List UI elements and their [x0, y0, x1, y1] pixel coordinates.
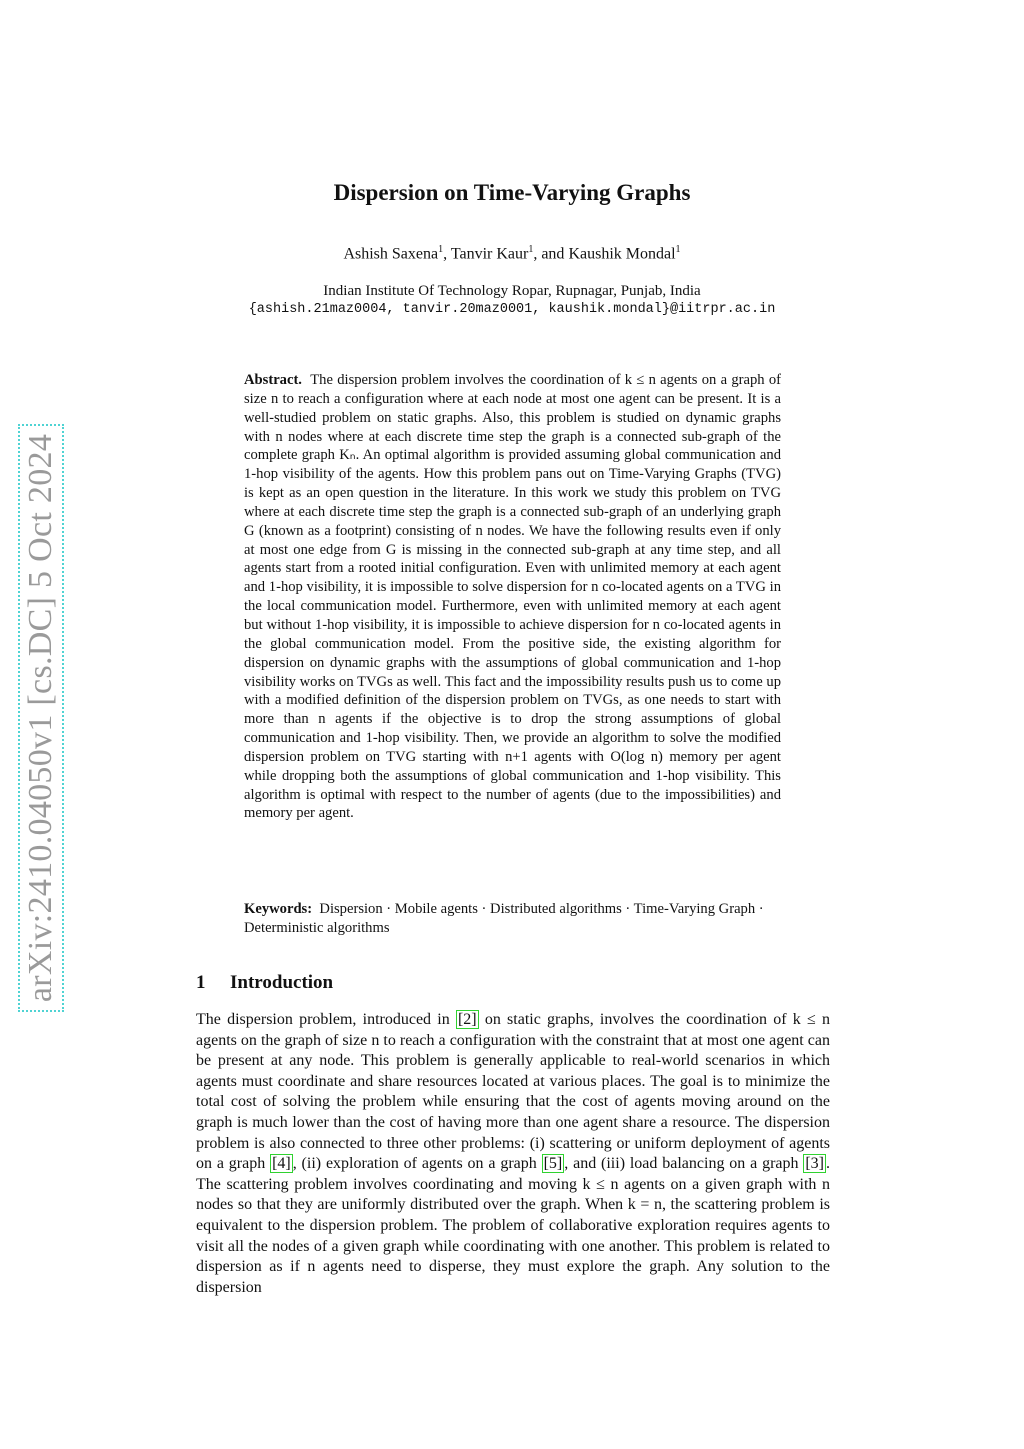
citation-link[interactable]: [5]: [543, 1155, 563, 1173]
citation-link[interactable]: [2]: [457, 1011, 477, 1028]
affiliation: Indian Institute Of Technology Ropar, Rupnagar, Punjab, India: [323, 283, 701, 299]
author-name: Kaushik Mondal: [568, 245, 676, 263]
intro-text: , and (iii) load balancing on a graph: [564, 1155, 804, 1173]
section-title: Introduction: [230, 972, 334, 993]
author-separator: , and: [533, 245, 569, 263]
keywords-label: Keywords:: [244, 901, 313, 917]
section-number: 1: [196, 972, 206, 993]
intro-text: , (ii) exploration of agents on a graph: [292, 1155, 542, 1173]
author-list: [0, 244, 1024, 263]
author-name: Tanvir Kaur: [450, 245, 529, 263]
paper-title: Dispersion on Time-Varying Graphs: [333, 180, 691, 205]
intro-text: . The scattering problem involves coordinating and moving k ≤ n agents on a given graph with n nodes so that they are uniformly distributed over the graph. When k = n, the scattering problem is equivalent to the dispersion problem. The problem of collaborative exploration requires agents to visit all the nodes of a given graph while coordinating with one another. This problem is related to dispersion as if n agents need to disperse, they must explore the graph. Any solution to the dispersion: [196, 1155, 830, 1296]
intro-paragraph: [196, 1010, 830, 1298]
citation-link[interactable]: [4]: [272, 1155, 291, 1173]
section-heading: [196, 972, 333, 994]
intro-text: The dispersion problem, introduced in: [196, 1011, 456, 1028]
author-separator: ,: [443, 245, 451, 263]
keywords-text: Dispersion · Mobile agents · Distributed algorithms · Time-Varying Graph · Deterministic algorithms: [244, 901, 764, 936]
author-affiliation-mark: 1: [528, 244, 534, 255]
author-name: Ashish Saxena: [343, 245, 439, 263]
author-affiliation-mark: 1: [438, 244, 444, 255]
keywords: [244, 900, 791, 937]
abstract-text: The dispersion problem involves the coordination of k ≤ n agents on a graph of size n to reach a configuration where at each node at most one agent can be present. It is a well-studied problem on static graphs. Also, this problem is studied on dynamic graphs with n nodes where at each discrete time step the graph is a connected sub-graph of the complete graph Kₙ. An optimal algorithm is provided assuming global communication and 1-hop visibility of the agents. How this problem pans out on Time-Varying Graphs (TVG) is kept as an open question in the literature. In this work we study this problem on TVG where at each discrete time step the graph is a connected sub-graph of an underlying graph G (known as a footprint) consisting of n nodes. We have the following results even if only at most one edge from G is missing in the connected sub-graph at any time step, and all agents start from a rooted initial configuration. Even with unlimited memory at each agent and 1-hop visibility, it is impossible to solve dispersion for n co-located agents on a TVG in the local communication model. Furthermore, even with unlimited memory at each agent but without 1-hop visibility, it is impossible to achieve dispersion for n co-located agents in the global communication model. From the positive side, the existing algorithm for dispersion on dynamic graphs with the assumptions of global communication and 1-hop visibility works on TVGs as well. This fact and the impossibility results push us to come up with a modified definition of the dispersion problem on TVGs, as one needs to start with more than n agents if the objective is to drop the strong assumptions of global communication and 1-hop visibility. Then, we provide an algorithm to solve the modified dispersion problem on TVG starting with n+1 agents with O(log n) memory per agent while dropping both the assumptions of global communication and 1-hop visibility. This algorithm is optimal with respect to the number of agents (due to the impossibilities) and memory per agent.: [244, 372, 781, 822]
abstract-label: Abstract.: [244, 372, 302, 388]
author-affiliation-mark: 1: [675, 244, 681, 255]
arxiv-identifier: arXiv:2410.04050v1 [cs.DC] 5 Oct 2024: [22, 433, 59, 1003]
citation-link[interactable]: [3]: [805, 1155, 824, 1173]
abstract: [244, 371, 781, 823]
author-emails[interactable]: {ashish.21maz0004, tanvir.20maz0001, kaushik.mondal}@iitrpr.ac.in: [248, 302, 776, 317]
intro-text: on static graphs, involves the coordination of k ≤ n agents on the graph of size n to reach a configuration with the constraint that at most one agent can be present at any node. This problem is generally applicable to real-world scenarios in which agents must coordinate and share resources located at various places. The goal is to minimize the total cost of solving the problem while ensuring that the cost of agents moving around on the graph is much lower than the cost of having more than one agent share a resource. The dispersion problem is also connected to three other problems: (i) scattering or uniform deployment of agents on a graph: [196, 1011, 830, 1173]
